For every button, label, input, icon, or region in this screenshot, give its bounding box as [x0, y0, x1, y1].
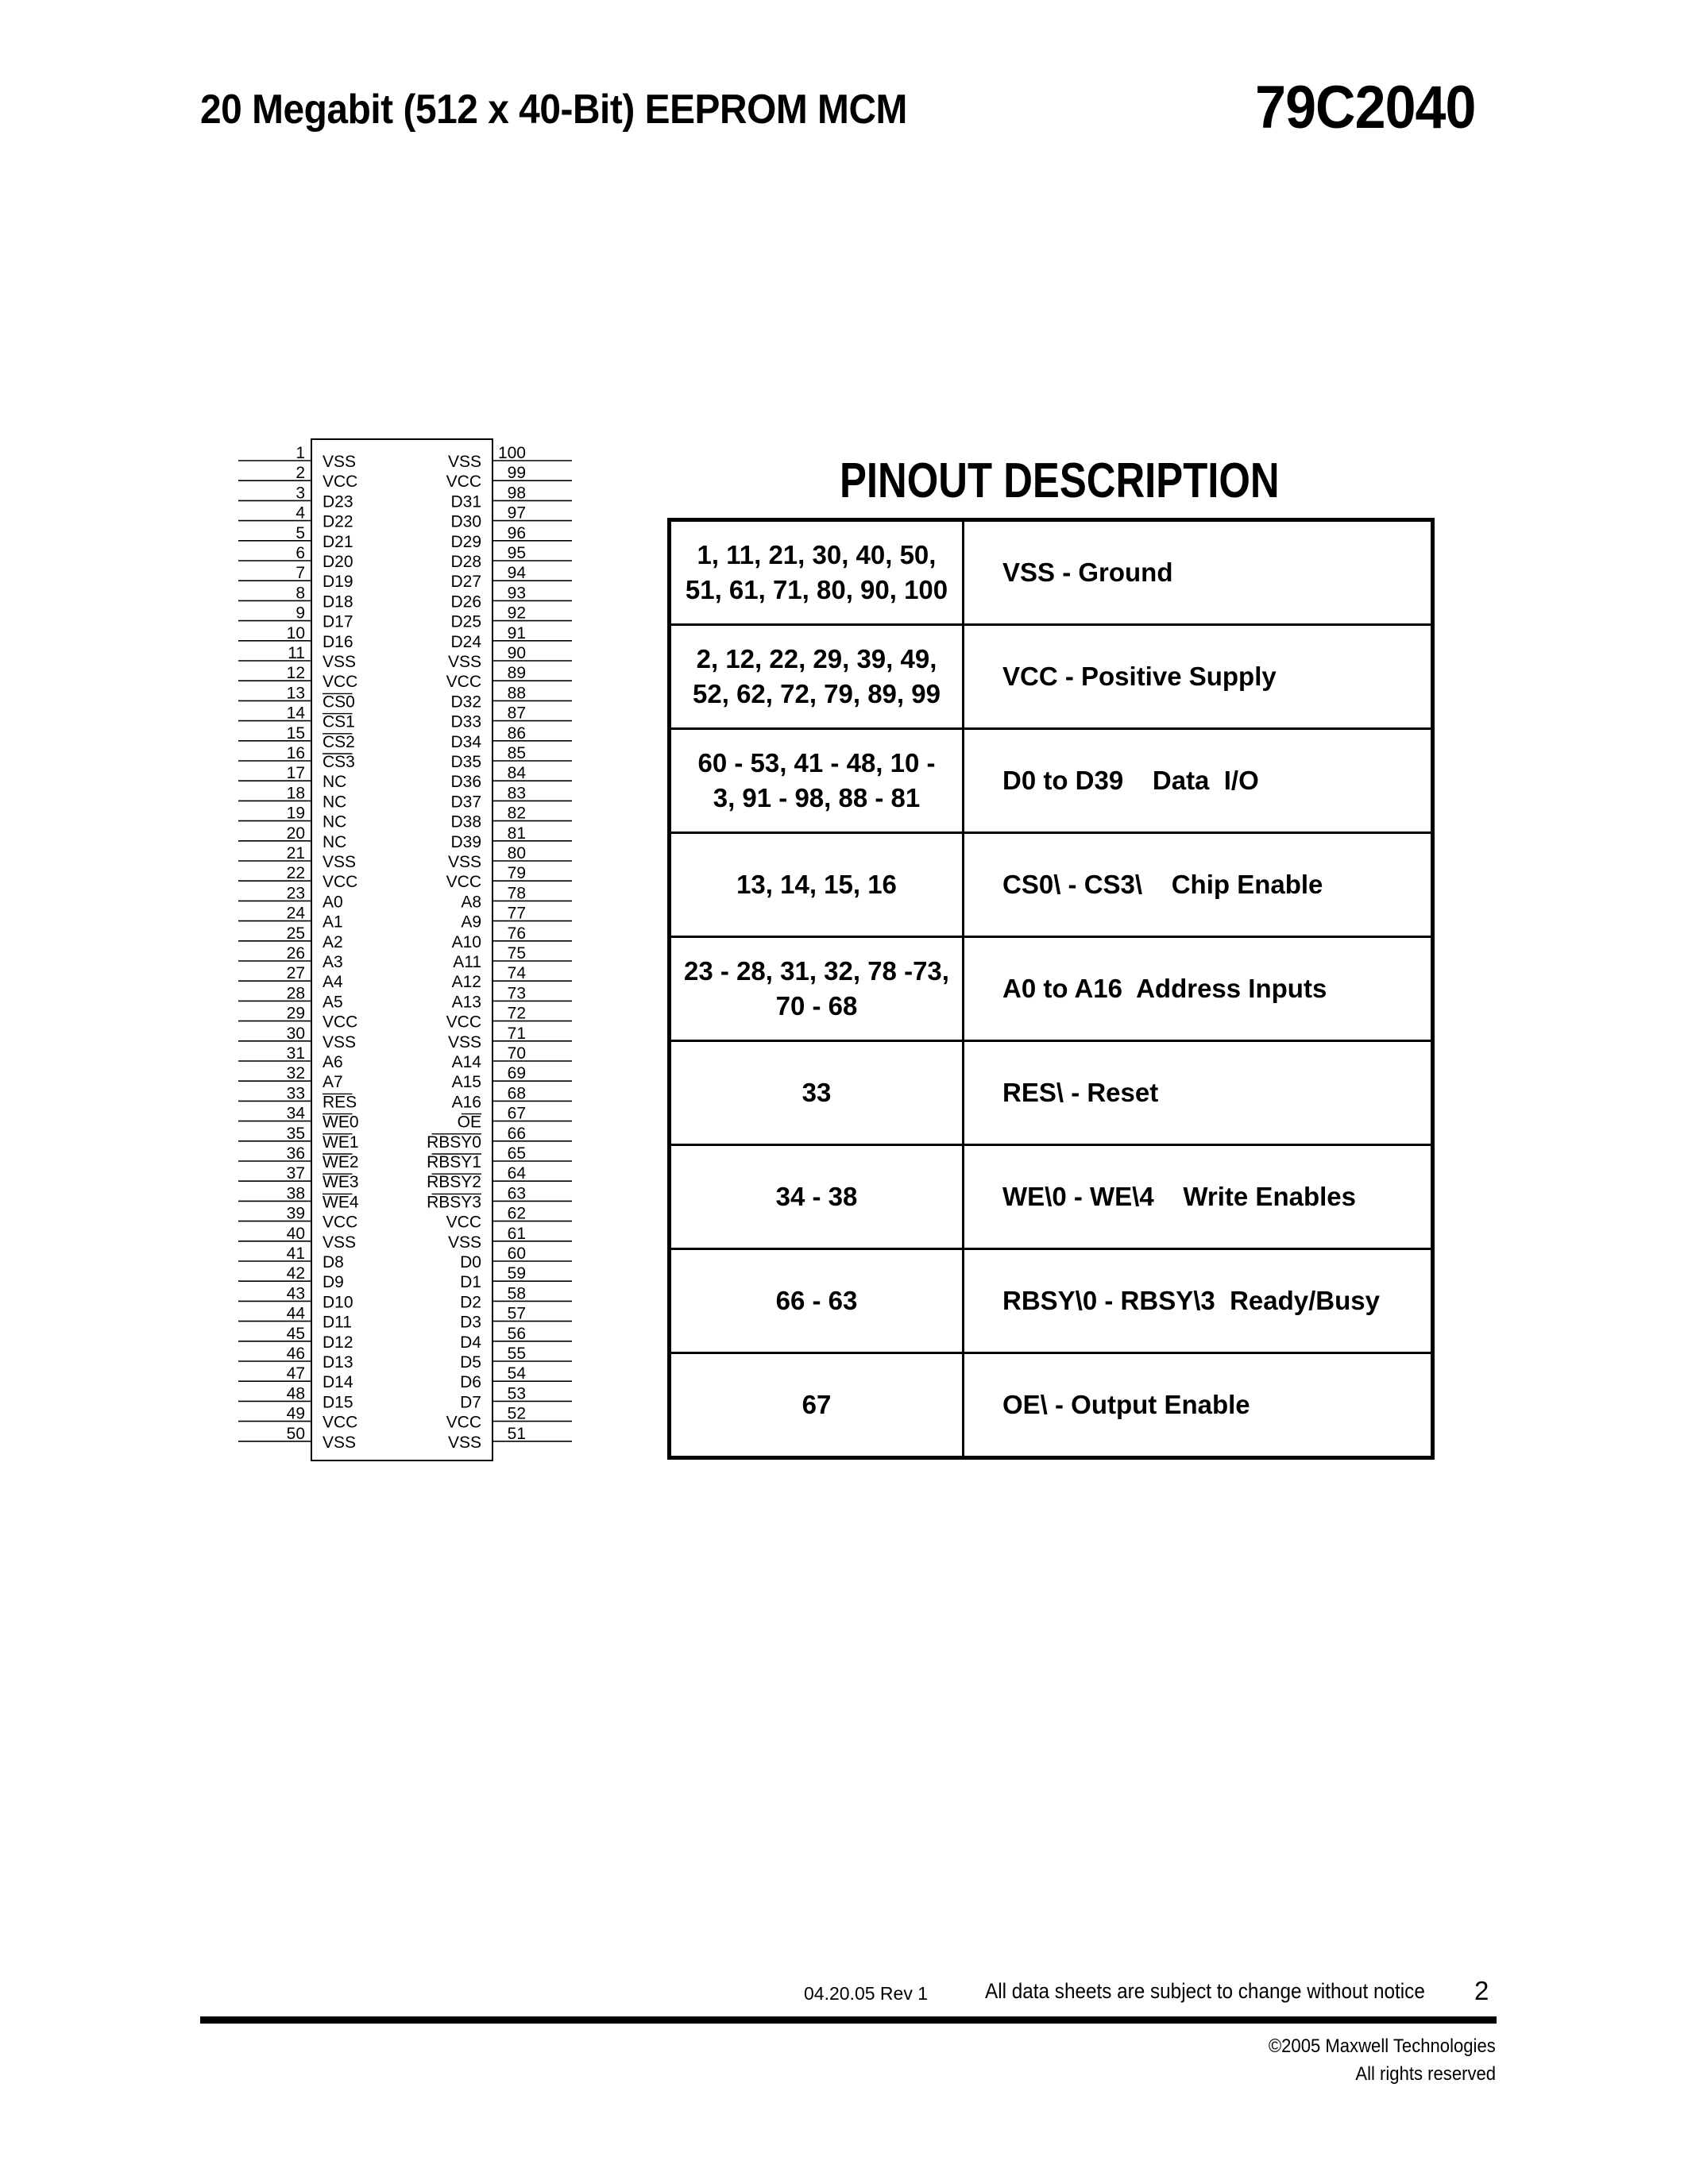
pin-signal-name: WE2	[323, 1153, 359, 1171]
pin-number: 24	[286, 904, 305, 923]
pin-number: 92	[507, 604, 526, 623]
pin-number: 41	[286, 1244, 305, 1263]
pin-signal-name: CS3	[323, 753, 355, 771]
pin-number: 64	[507, 1164, 526, 1183]
pin-signal-name: VSS	[323, 1032, 357, 1051]
pin-description-cell: A0 to A16 Address Inputs	[964, 937, 1433, 1041]
pin-numbers-line: 3, 91 - 98, 88 - 81	[713, 783, 921, 812]
pin-signal-name: D20	[323, 553, 353, 571]
pin-number: 68	[507, 1084, 526, 1103]
pin-number: 14	[286, 704, 305, 723]
pin-signal-name: NC	[323, 832, 347, 851]
pin-signal-name: D18	[323, 592, 353, 612]
revision-label: 04.20.05 Rev 1	[804, 1983, 929, 2004]
pin-number: 37	[286, 1164, 305, 1183]
pin-number: 1	[295, 444, 305, 462]
pin-number: 58	[507, 1284, 526, 1303]
pin-signal-name: D35	[450, 753, 481, 771]
pin-signal-name: VCC	[323, 473, 358, 492]
pin-signal-name: D30	[450, 512, 481, 531]
pin-signal-name: D10	[323, 1293, 353, 1312]
pin-number: 81	[507, 824, 526, 843]
pin-number: 46	[286, 1345, 305, 1363]
pin-signal-name: D33	[450, 712, 481, 731]
pin-description-cell: D0 to D39 Data I/O	[964, 729, 1433, 833]
pin-signal-name: WE4	[323, 1193, 359, 1212]
pin-numbers-cell	[670, 1041, 964, 1145]
pin-number: 97	[507, 504, 526, 523]
pin-number: 48	[286, 1384, 305, 1403]
pin-number: 67	[507, 1104, 526, 1123]
pin-signal-name: VCC	[446, 873, 481, 892]
pin-number: 29	[286, 1004, 305, 1023]
pin-number: 7	[295, 564, 305, 583]
pinout-row	[670, 520, 1433, 625]
pin-signal-name: VSS	[447, 1032, 481, 1051]
pin-signal-name: OE	[457, 1113, 481, 1132]
pinout-row	[670, 833, 1433, 937]
pin-signal-name: D23	[323, 492, 353, 511]
pin-number: 74	[507, 964, 526, 983]
change-notice: All data sheets are subject to change without notice	[985, 1979, 1425, 2003]
pin-signal-name: A5	[323, 993, 343, 1012]
pin-number: 82	[507, 804, 526, 823]
pin-number: 17	[286, 764, 305, 783]
pin-signal-name: A11	[453, 953, 481, 971]
pin-numbers-cell	[670, 520, 964, 625]
pin-number: 76	[507, 924, 526, 943]
pin-signal-name: WE0	[323, 1113, 359, 1132]
pin-signal-name: D2	[460, 1293, 481, 1312]
pin-number: 72	[507, 1004, 526, 1023]
pin-number: 22	[286, 864, 305, 883]
pin-signal-name: D19	[323, 573, 353, 592]
pin-signal-name: VCC	[446, 1413, 481, 1432]
pin-number: 63	[507, 1184, 526, 1203]
pin-numbers-line: 2, 12, 22, 29, 39, 49,	[696, 644, 937, 673]
pin-number: 100	[497, 444, 526, 462]
pin-signal-name: VCC	[446, 473, 481, 492]
pin-number: 71	[507, 1024, 526, 1043]
pin-signal-name: A1	[323, 913, 343, 932]
pin-signal-name: D13	[323, 1353, 353, 1372]
pin-signal-name: A12	[451, 973, 481, 992]
pin-signal-name: RBSY2	[427, 1173, 481, 1192]
pin-numbers-line: 66 - 63	[775, 1286, 858, 1315]
pin-number: 77	[507, 904, 526, 923]
pin-number: 66	[507, 1124, 526, 1143]
pin-signal-name: VCC	[323, 1213, 358, 1232]
pinout-description-heading: PINOUT DESCRIPTION	[840, 453, 1280, 508]
pinout-row	[670, 937, 1433, 1041]
footer-rule	[200, 2016, 1497, 2024]
pin-signal-name: VSS	[447, 1433, 481, 1452]
pin-number: 96	[507, 523, 526, 542]
pin-number: 47	[286, 1364, 305, 1383]
pin-signal-name: D1	[460, 1273, 481, 1292]
pin-signal-name: D31	[450, 492, 481, 511]
pin-number: 90	[507, 644, 526, 662]
pin-signal-name: D17	[323, 612, 353, 631]
pin-number: 51	[507, 1424, 526, 1443]
pin-number: 23	[286, 884, 305, 903]
pin-number: 99	[507, 464, 526, 483]
pin-signal-name: VSS	[323, 453, 357, 471]
pin-description-cell: OE\ - Output Enable	[964, 1353, 1433, 1458]
pin-number: 21	[286, 844, 305, 862]
pin-number: 5	[295, 523, 305, 542]
pin-number: 3	[295, 484, 305, 503]
pin-number: 25	[286, 924, 305, 943]
pin-signal-name: D26	[450, 592, 481, 612]
pin-signal-name: VSS	[323, 653, 357, 671]
pin-signal-name: D8	[323, 1253, 344, 1271]
pin-signal-name: VCC	[323, 1413, 358, 1432]
pin-signal-name: D14	[323, 1373, 353, 1392]
pin-numbers-line: 67	[802, 1390, 832, 1419]
pin-number: 93	[507, 584, 526, 603]
part-number: 79C2040	[1254, 74, 1475, 141]
pin-signal-name: CS1	[323, 712, 355, 731]
pin-number: 50	[286, 1424, 305, 1443]
pin-signal-name: WE1	[323, 1133, 359, 1152]
pin-signal-name: VCC	[446, 673, 481, 692]
pin-signal-name: VSS	[323, 1233, 357, 1252]
pin-signal-name: D12	[323, 1333, 353, 1352]
pin-number: 83	[507, 784, 526, 803]
pin-signal-name: VSS	[447, 1233, 481, 1252]
pinout-diagram	[238, 438, 572, 1463]
pin-number: 91	[507, 623, 526, 642]
pin-number: 38	[286, 1184, 305, 1203]
pin-signal-name: D34	[450, 732, 481, 751]
pin-number: 44	[286, 1304, 305, 1323]
pin-numbers-line: 52, 62, 72, 79, 89, 99	[693, 679, 941, 708]
pin-signal-name: D28	[450, 553, 481, 571]
pin-signal-name: VCC	[446, 1213, 481, 1232]
pin-signal-name: VSS	[323, 1433, 357, 1452]
pin-number: 35	[286, 1124, 305, 1143]
pin-signal-name: VSS	[447, 453, 481, 471]
pin-signal-name: NC	[323, 812, 347, 832]
pin-number: 26	[286, 944, 305, 963]
pin-signal-name: A8	[461, 893, 481, 912]
pin-signal-name: VSS	[323, 853, 357, 871]
pin-numbers-line: 51, 61, 71, 80, 90, 100	[685, 575, 948, 604]
pin-signal-name: D16	[323, 632, 353, 651]
pin-signal-name: D15	[323, 1393, 353, 1412]
pin-number: 84	[507, 764, 526, 783]
pin-number: 40	[286, 1224, 305, 1243]
pin-signal-name: A14	[451, 1053, 481, 1071]
pin-signal-name: VCC	[323, 1013, 358, 1032]
pin-number: 73	[507, 984, 526, 1003]
pin-numbers-line: 34 - 38	[775, 1182, 858, 1211]
pin-numbers-cell	[670, 937, 964, 1041]
pin-number: 49	[286, 1404, 305, 1423]
pin-description-cell: RBSY\0 - RBSY\3 Ready/Busy	[964, 1249, 1433, 1353]
pin-number: 79	[507, 864, 526, 883]
pin-numbers-cell	[670, 1249, 964, 1353]
pin-number: 33	[286, 1084, 305, 1103]
pin-number: 78	[507, 884, 526, 903]
pin-signal-name: D3	[460, 1313, 481, 1332]
pin-number: 87	[507, 704, 526, 723]
pin-number: 98	[507, 484, 526, 503]
pin-signal-name: D22	[323, 512, 353, 531]
pin-number: 53	[507, 1384, 526, 1403]
pin-number: 86	[507, 723, 526, 743]
pin-number: 69	[507, 1064, 526, 1083]
pin-number: 75	[507, 944, 526, 963]
pin-signal-name: A13	[451, 993, 481, 1012]
pin-description-cell: RES\ - Reset	[964, 1041, 1433, 1145]
pin-signal-name: A10	[451, 932, 481, 951]
pin-description-cell: WE\0 - WE\4 Write Enables	[964, 1145, 1433, 1249]
pin-signal-name: D0	[460, 1253, 481, 1271]
pin-signal-name: D7	[460, 1393, 481, 1412]
pin-number: 13	[286, 684, 305, 703]
pin-signal-name: RES	[323, 1093, 357, 1112]
pin-signal-name: D24	[450, 632, 481, 651]
pin-signal-name: A9	[461, 913, 481, 932]
pin-signal-name: CS2	[323, 732, 355, 751]
pin-signal-name: D25	[450, 612, 481, 631]
pin-number: 45	[286, 1324, 305, 1343]
pin-number: 95	[507, 544, 526, 562]
pin-signal-name: WE3	[323, 1173, 359, 1192]
pin-signal-name: VSS	[447, 853, 481, 871]
pin-signal-name: A6	[323, 1053, 343, 1071]
pin-signal-name: D36	[450, 773, 481, 792]
pin-numbers-line: 33	[802, 1078, 832, 1107]
pin-number: 2	[295, 464, 305, 483]
pin-number: 59	[507, 1264, 526, 1283]
document-title: 20 Megabit (512 x 40-Bit) EEPROM MCM	[200, 87, 907, 133]
pin-signal-name: D27	[450, 573, 481, 592]
pin-signal-name: D21	[323, 532, 353, 551]
pin-number: 31	[286, 1044, 305, 1063]
pin-number: 42	[286, 1264, 305, 1283]
pin-signal-name: NC	[323, 793, 347, 812]
pin-number: 65	[507, 1144, 526, 1163]
pin-numbers-cell	[670, 729, 964, 833]
pin-signal-name: NC	[323, 773, 347, 792]
pinout-row	[670, 729, 1433, 833]
pin-number: 57	[507, 1304, 526, 1323]
pin-signal-name: D39	[450, 832, 481, 851]
pin-number: 94	[507, 564, 526, 583]
page-number: 2	[1474, 1976, 1489, 2005]
pin-number: 52	[507, 1404, 526, 1423]
pin-numbers-cell	[670, 625, 964, 729]
pin-number: 11	[288, 644, 305, 662]
pin-number: 56	[507, 1324, 526, 1343]
pin-number: 4	[295, 504, 305, 523]
pin-signal-name: A16	[451, 1093, 481, 1112]
pin-number: 88	[507, 684, 526, 703]
pin-number: 9	[295, 604, 305, 623]
pinout-row	[670, 1041, 1433, 1145]
pin-number: 19	[286, 804, 305, 823]
pin-number: 10	[286, 623, 305, 642]
pin-number: 12	[286, 664, 305, 683]
pinout-row	[670, 1145, 1433, 1249]
pin-description-cell: CS0\ - CS3\ Chip Enable	[964, 833, 1433, 937]
pin-signal-name: VCC	[323, 873, 358, 892]
pin-signal-name: A2	[323, 932, 343, 951]
pin-number: 36	[286, 1144, 305, 1163]
pin-signal-name: D29	[450, 532, 481, 551]
pin-number: 15	[286, 723, 305, 743]
pin-number: 39	[286, 1204, 305, 1223]
pin-numbers-line: 1, 11, 21, 30, 40, 50,	[697, 540, 937, 569]
pin-number: 27	[286, 964, 305, 983]
rights-reserved: All rights reserved	[1355, 2063, 1496, 2085]
pin-number: 6	[295, 544, 305, 562]
pin-number: 32	[286, 1064, 305, 1083]
pin-signal-name: D37	[450, 793, 481, 812]
pin-description-cell: VSS - Ground	[964, 520, 1433, 625]
pin-number: 60	[507, 1244, 526, 1263]
pinout-row	[670, 625, 1433, 729]
pin-numbers-cell	[670, 1353, 964, 1458]
pin-signal-name: VCC	[446, 1013, 481, 1032]
pin-number: 85	[507, 744, 526, 762]
pin-number: 34	[286, 1104, 305, 1123]
pin-number: 54	[507, 1364, 526, 1383]
pin-signal-name: VCC	[323, 673, 358, 692]
pin-numbers-line: 60 - 53, 41 - 48, 10 -	[697, 748, 936, 778]
pin-numbers-line: 70 - 68	[775, 991, 858, 1021]
pin-number: 30	[286, 1024, 305, 1043]
pin-signal-name: A15	[451, 1073, 481, 1092]
pin-signal-name: RBSY1	[427, 1153, 481, 1171]
pin-number: 20	[286, 824, 305, 843]
pin-number: 16	[286, 744, 305, 762]
pin-signal-name: A4	[323, 973, 343, 992]
pin-signal-name: RBSY3	[427, 1193, 481, 1212]
pinout-row	[670, 1353, 1433, 1458]
pin-number: 89	[507, 664, 526, 683]
pin-signal-name: RBSY0	[427, 1133, 481, 1152]
pin-signal-name: D32	[450, 693, 481, 712]
pin-signal-name: CS0	[323, 693, 355, 712]
pin-signal-name: D11	[323, 1313, 352, 1332]
pin-signal-name: VSS	[447, 653, 481, 671]
pin-description-cell: VCC - Positive Supply	[964, 625, 1433, 729]
pin-number: 55	[507, 1345, 526, 1363]
pin-number: 43	[286, 1284, 305, 1303]
pin-signal-name: A0	[323, 893, 343, 912]
pin-numbers-line: 13, 14, 15, 16	[736, 870, 897, 899]
pin-number: 80	[507, 844, 526, 862]
pin-numbers-cell	[670, 1145, 964, 1249]
pin-number: 28	[286, 984, 305, 1003]
pin-signal-name: D6	[460, 1373, 481, 1392]
pin-signal-name: D4	[460, 1333, 481, 1352]
pinout-description-table	[667, 518, 1435, 1460]
pin-signal-name: A7	[323, 1073, 343, 1092]
pin-numbers-line: 23 - 28, 31, 32, 78 -73,	[684, 956, 949, 986]
pinout-row	[670, 1249, 1433, 1353]
pin-number: 8	[295, 584, 305, 603]
pin-number: 61	[507, 1224, 526, 1243]
pin-signal-name: A3	[323, 953, 343, 971]
pin-numbers-cell	[670, 833, 964, 937]
pin-signal-name: D38	[450, 812, 481, 832]
pin-number: 62	[507, 1204, 526, 1223]
pin-number: 70	[507, 1044, 526, 1063]
pin-number: 18	[286, 784, 305, 803]
pin-signal-name: D5	[460, 1353, 481, 1372]
copyright: ©2005 Maxwell Technologies	[1269, 2035, 1496, 2057]
pin-signal-name: D9	[323, 1273, 344, 1292]
